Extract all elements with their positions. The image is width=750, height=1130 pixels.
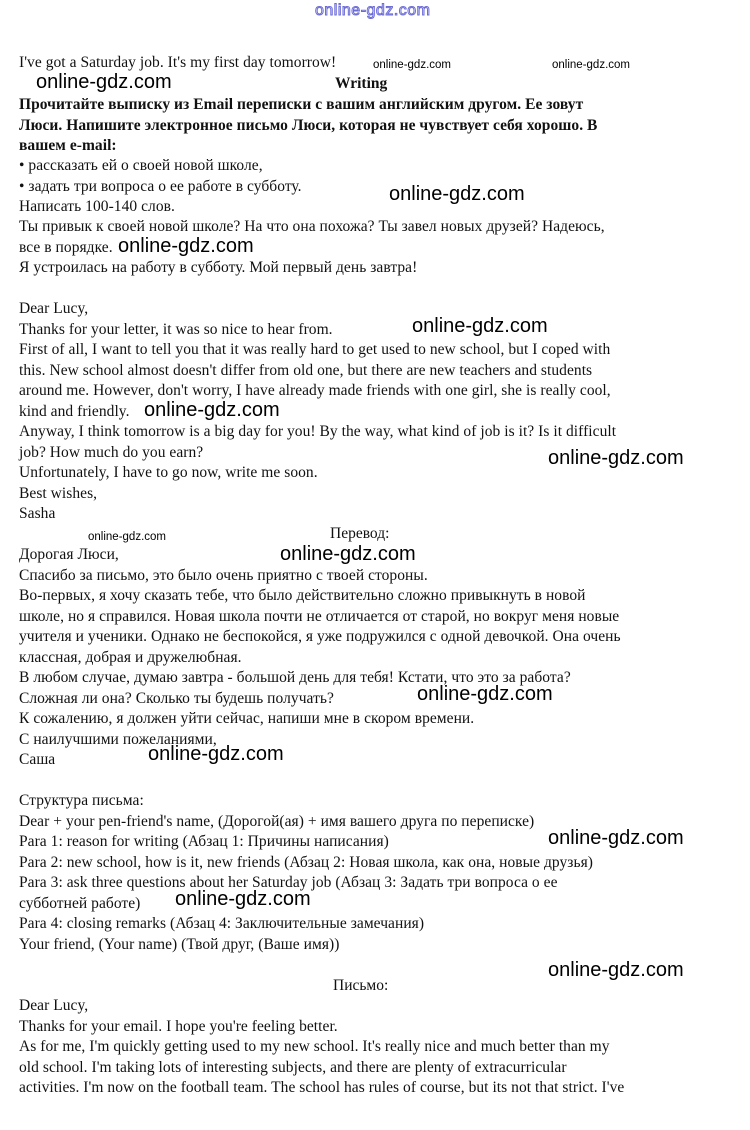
- watermark: online-gdz.com: [548, 827, 684, 849]
- translation-line: учителя и ученики. Однако не беспокойся, я уже подружился с одной девочкой. Она очень: [19, 628, 621, 645]
- structure-line: Para 3: ask three questions about her Saturday job (Абзац 3: Задать три вопроса о ее: [19, 874, 558, 891]
- translation-line: С наилучшими пожеланиями,: [19, 731, 217, 748]
- translation-line: Спасибо за письмо, это было очень приятно с твоей стороны.: [19, 567, 428, 584]
- letter2-line: activities. I'm now on the football team. The school has rules of course, but its not that strict. I've: [19, 1079, 625, 1096]
- letter1-line: Anyway, I think tomorrow is a big day for you! By the way, what kind of job is it? Is it difficult: [19, 423, 617, 440]
- letter1-line: job? How much do you earn?: [19, 444, 204, 461]
- translation-line: Во-первых, я хочу сказать тебе, что было действительно сложно привыкнуть в новой: [19, 587, 586, 604]
- task-word-count: Написать 100-140 слов.: [19, 198, 175, 215]
- task-instruction-line: вашем e-mail:: [19, 137, 117, 154]
- watermark: online-gdz.com: [118, 235, 254, 257]
- letter2-line: old school. I'm taking lots of interesting subjects, and there are plenty of extracurricular: [19, 1059, 567, 1076]
- letter1-line: Dear Lucy,: [19, 300, 89, 317]
- task-bullet: • рассказать ей о своей новой школе,: [19, 157, 263, 174]
- watermark: online-gdz.com: [417, 683, 553, 705]
- translation-line: классная, добрая и дружелюбная.: [19, 649, 242, 666]
- letter1-line: kind and friendly.: [19, 403, 130, 420]
- letter2-heading: Письмо:: [333, 977, 389, 994]
- letter2-line: As for me, I'm quickly getting used to my new school. It's really nice and much better than my: [19, 1038, 610, 1055]
- translation-heading: Перевод:: [330, 525, 390, 542]
- structure-line: Para 2: new school, how is it, new friends (Абзац 2: Новая школа, как она, новые друзья): [19, 854, 593, 871]
- structure-line: Your friend, (Your name) (Твой друг, (Ваше имя)): [19, 936, 340, 953]
- letter1-line: Thanks for your letter, it was so nice to hear from.: [19, 321, 333, 338]
- watermark: online-gdz.com: [88, 531, 166, 543]
- intro-line: I've got a Saturday job. It's my first day tomorrow!: [19, 54, 337, 71]
- watermark: online-gdz.com: [280, 543, 416, 565]
- watermark: online-gdz.com: [144, 399, 280, 421]
- translation-line: В любом случае, думаю завтра - большой день для тебя! Кстати, что это за работа?: [19, 669, 571, 686]
- watermark: online-gdz.com: [548, 447, 684, 469]
- translation-line: Сложная ли она? Сколько ты будешь получать?: [19, 690, 334, 707]
- watermark: online-gdz.com: [548, 959, 684, 981]
- translation-line: Дорогая Люси,: [19, 546, 119, 563]
- watermark: online-gdz.com: [389, 183, 525, 205]
- task-instruction-line: Прочитайте выписку из Email переписки с вашим английским другом. Ее зовут: [19, 96, 584, 113]
- structure-line: Dear + your pen-friend's name, (Дорогой(ая) + имя вашего друга по переписке): [19, 813, 535, 830]
- letter1-line: Best wishes,: [19, 485, 98, 502]
- task-translation-line: Я устроилась на работу в субботу. Мой первый день завтра!: [19, 259, 418, 276]
- letter1-line: Sasha: [19, 505, 56, 522]
- task-bullet: • задать три вопроса о ее работе в субботу.: [19, 178, 302, 195]
- watermark: online-gdz.com: [412, 315, 548, 337]
- letter1-line: around me. However, don't worry, I have already made friends with one girl, she is really cool,: [19, 382, 611, 399]
- translation-line: школе, но я справился. Новая школа почти не отличается от старой, но вокруг меня новые: [19, 608, 620, 625]
- watermark: online-gdz.com: [175, 888, 311, 910]
- task-translation-line: все в порядке.: [19, 239, 113, 256]
- header-watermark: online-gdz.com: [315, 2, 431, 19]
- letter1-line: First of all, I want to tell you that it was really hard to get used to new school, but I coped with: [19, 341, 611, 358]
- structure-line: Para 1: reason for writing (Абзац 1: Причины написания): [19, 833, 389, 850]
- task-translation-line: Ты привык к своей новой школе? На что она похожа? Ты завел новых друзей? Надеюсь,: [19, 218, 605, 235]
- watermark: online-gdz.com: [552, 59, 630, 71]
- translation-line: Саша: [19, 751, 56, 768]
- task-instruction-line: Люси. Напишите электронное письмо Люси, которая не чувствует себя хорошо. В: [19, 117, 598, 134]
- translation-line: К сожалению, я должен уйти сейчас, напиши мне в скором времени.: [19, 710, 475, 727]
- structure-line: субботней работе): [19, 895, 141, 912]
- task-title: Writing: [335, 75, 388, 92]
- letter2-line: Thanks for your email. I hope you're feeling better.: [19, 1018, 338, 1035]
- structure-line: Para 4: closing remarks (Абзац 4: Заключительные замечания): [19, 915, 425, 932]
- structure-heading: Структура письма:: [19, 792, 144, 809]
- letter1-line: this. New school almost doesn't differ from old one, but there are new teachers and students: [19, 362, 593, 379]
- watermark: online-gdz.com: [373, 59, 451, 71]
- watermark: online-gdz.com: [148, 743, 284, 765]
- letter2-line: Dear Lucy,: [19, 997, 89, 1014]
- watermark: online-gdz.com: [36, 71, 172, 93]
- letter1-line: Unfortunately, I have to go now, write me soon.: [19, 464, 318, 481]
